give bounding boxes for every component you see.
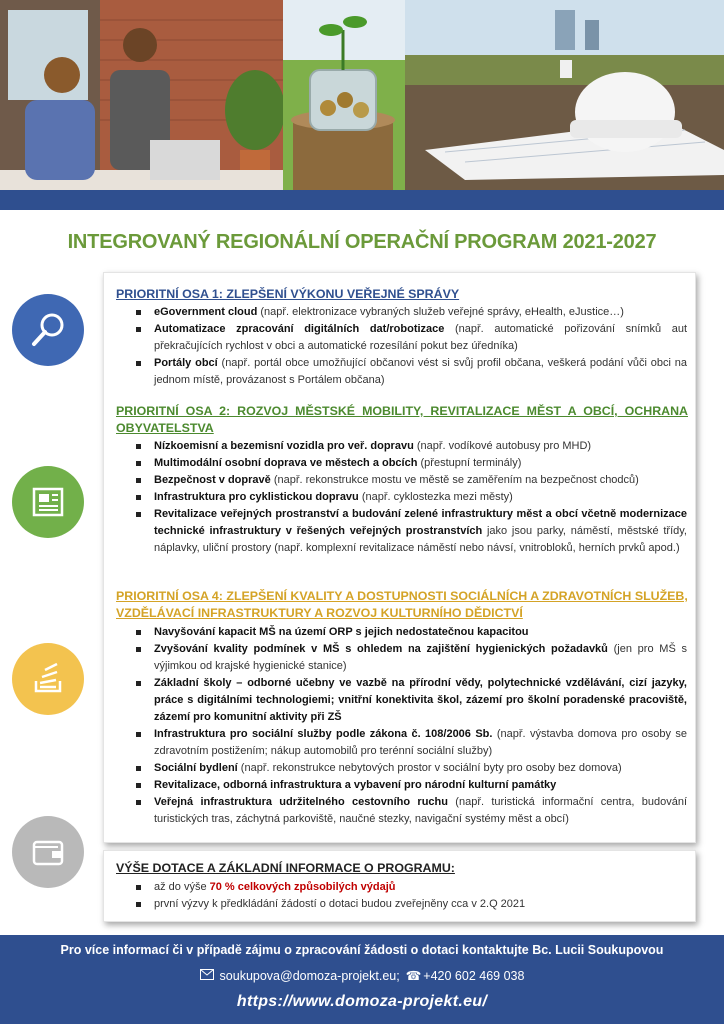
header-photo-collage [0, 0, 724, 190]
list-item: první výzvy k předkládání žádostí o dotaci budou zveřejněny cca v 2.Q 2021 [136, 896, 687, 913]
list-item: Portály obcí (např. portál obce umožňující občanovi vést si svůj profil občana, veškerá podání vůči obci na jednom místě, provázanost s Portálem občana) [136, 355, 687, 389]
contact-line: Pro více informací či v případě zájmu o zpracování žádosti o dotaci kontaktujte Bc. Lucii Soukupovou [60, 943, 664, 957]
newspaper-icon [12, 466, 84, 538]
list-item: Sociální bydlení (např. rekonstrukce nebytových prostor v sociální byty pro osoby bez domova) [136, 760, 687, 777]
construction-plans-photo [405, 0, 724, 190]
envelope-icon [200, 969, 214, 983]
list-item: Základní školy – odborné učebny ve vazbě na přírodní vědy, polytechnické vzdělávání, cizí jazyky, práce s digitálními technologiemi; vnitřní konektivita škol, zázemí pro školní poradenské pracoviště, zázemí pro komunitní aktivity při ZŠ [136, 675, 687, 726]
list-item: Automatizace zpracování digitálních dat/robotizace (např. automatické pořizování snímků aut překračujících rychlost v obci a automatické rozesílání pokut bez úředníka) [136, 321, 687, 355]
list-item: Infrastruktura pro cyklistickou dopravu (např. cyklostezka mezi městy) [136, 489, 687, 506]
priority-axes-card [103, 272, 696, 843]
list-item: Revitalizace, odborná infrastruktura a vybavení pro národní kulturní památky [136, 777, 687, 794]
contact-details [0, 968, 724, 983]
search-icon [12, 294, 84, 366]
section-1-heading: PRIORITNÍ OSA 1: ZLEPŠENÍ VÝKONU VEŘEJNÉ SPRÁVY [116, 287, 460, 301]
stack-icon [12, 643, 84, 715]
list-item: až do výše 70 % celkových způsobilých výdajů [136, 879, 687, 896]
wallet-icon [12, 816, 84, 888]
section-2-heading: PRIORITNÍ OSA 2: ROZVOJ MĚSTSKÉ MOBILITY, REVITALIZACE MĚST A OBCÍ, OCHRANA OBYVATELSTVA [116, 404, 688, 435]
plant-coins-photo [283, 0, 405, 190]
list-item: Infrastruktura pro sociální služby podle zákona č. 108/2006 Sb. (např. výstavba domova pro osoby se zdravotním postižením; nákup automobilů pro terénní sociální služby) [136, 726, 687, 760]
grant-info-card [103, 850, 696, 922]
list-item: eGovernment cloud (např. elektronizace vybraných služeb veřejné správy, eHealth, eJustice…) [136, 304, 687, 321]
list-item: Bezpečnost v dopravě (např. rekonstrukce mostu ve městě se zaměřením na bezpečnost chodců) [136, 472, 687, 489]
email-link[interactable]: soukupova@domoza-projekt.eu; [219, 968, 400, 983]
info-list [136, 879, 687, 913]
list-item: Revitalizace veřejných prostranství a budování zelené infrastruktury měst a obcí včetně modernizace technické infrastruktury v řešených veřejných prostranstvích jako jsou parky, náměstí, městské třídy, náplavky, uliční prostory (např. komplexní revitalizace náměstí nebo návsí, vnitrobloků, herních prvků apod.) [136, 506, 687, 557]
section-4-heading: PRIORITNÍ OSA 4: ZLEPŠENÍ KVALITY A DOSTUPNOSTI SOCIÁLNÍCH A ZDRAVOTNÍCH SLUŽEB, VZDĚLÁVACÍ INFRASTRUKTURY A ROZVOJ KULTURNÍHO DĚDICTVÍ [116, 589, 688, 620]
list-item: Nízkoemisní a bezemisní vozidla pro veř. dopravu (např. vodíkové autobusy pro MHD) [136, 438, 687, 455]
list-item: Navyšování kapacit MŠ na území ORP s jejich nedostatečnou kapacitou [136, 624, 687, 641]
info-heading: VÝŠE DOTACE A ZÁKLADNÍ INFORMACE O PROGRAMU: [116, 861, 455, 875]
section-1-list [136, 304, 687, 389]
list-item: Multimodální osobní doprava ve městech a obcích (přestupní terminály) [136, 455, 687, 472]
list-item: Zvyšování kvality podmínek v MŠ s ohledem na zajištění hygienických požadavků (jen pro MŠ s výjimkou od krajské hygienické stanice) [136, 641, 687, 675]
header-divider-band [0, 190, 724, 210]
office-women-photo [0, 0, 283, 190]
list-item: Veřejná infrastruktura udržitelného cestovního ruchu (např. turistická informační centra, budování turistických tras, záchytná parkoviště, naučné stezky, navigační systémy měst a obcí) [136, 794, 687, 828]
phone-number[interactable]: +420 602 469 038 [423, 968, 525, 983]
contact-footer [0, 935, 724, 1024]
section-2-list [136, 438, 687, 557]
subsidy-rate-highlight: 70 % celkových způsobilých výdajů [209, 881, 396, 893]
phone-icon: ☎ [405, 969, 422, 983]
section-4-list [136, 624, 687, 828]
website-link[interactable]: https://www.domoza-projekt.eu/ [236, 993, 488, 1010]
page-title: INTEGROVANÝ REGIONÁLNÍ OPERAČNÍ PROGRAM 2021-2027 [67, 231, 657, 253]
